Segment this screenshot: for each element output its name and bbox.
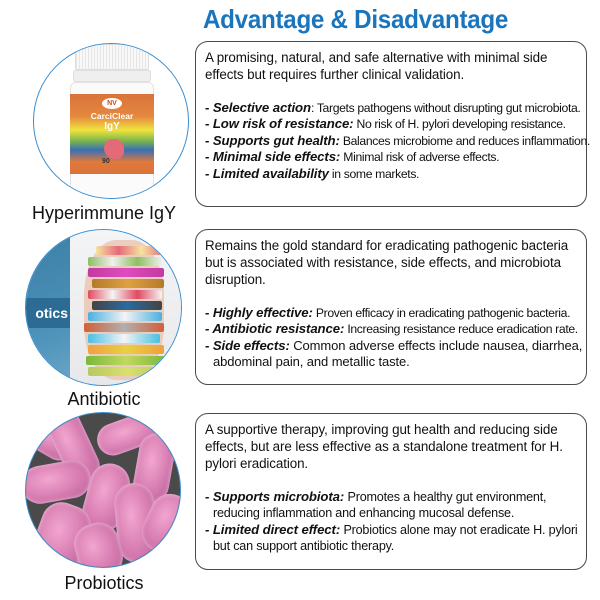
point-text: Probiotics alone may not eradicate H. pylori: [343, 522, 578, 537]
point-text: No risk of H. pylori developing resistance.: [356, 117, 566, 132]
point-item: [205, 522, 578, 555]
point-item: [205, 166, 578, 182]
point-key: - Limited direct effect:: [205, 521, 341, 537]
capsule-count: 90: [102, 158, 110, 165]
stomach-icon: [104, 139, 124, 159]
supplement-bottle-icon: [68, 44, 156, 199]
point-text: Minimal risk of adverse effects.: [343, 150, 500, 165]
point-text: in some markets.: [331, 166, 420, 181]
row-label-probiotics: Probiotics: [64, 573, 144, 593]
point-key: - Highly effective:: [205, 305, 313, 320]
leaflet-text: otics: [26, 298, 70, 328]
summary-text: Remains the gold standard for eradicating pathogenic bacteria but is associated with resistance, side effects, and microbiota disruption.: [205, 238, 569, 287]
point-key: - Selective action: [205, 100, 311, 115]
point-text: Targets pathogens without disrupting gut microbiota.: [316, 101, 581, 115]
row-label-antibiotic: Antibiotic: [67, 389, 141, 409]
point-key: - Limited availability: [205, 165, 329, 181]
point-item: [205, 116, 578, 132]
probiotics-box: [195, 413, 587, 570]
product-name-line1: CarciClear: [90, 111, 134, 121]
point-continuation: reducing inflammation and enhancing mucosal defense.: [213, 506, 515, 521]
point-text: Proven efficacy in eradicating pathogenic bacteria.: [315, 306, 571, 320]
hyperimmune-igy-box: [195, 41, 590, 207]
point-key: - Antibiotic resistance:: [205, 321, 345, 337]
point-key: - Side effects:: [205, 337, 290, 353]
point-continuation: abdominal pain, and metallic taste.: [213, 354, 410, 370]
point-continuation: but can support antibiotic therapy.: [213, 539, 395, 554]
summary-text: A supportive therapy, improving gut health and reducing side effects, but are less effective as a standalone treatment for H. pylori eradication.: [205, 422, 563, 471]
point-key: - Minimal side effects:: [205, 149, 341, 165]
probiotics-image: [25, 412, 181, 568]
leaflet-background: [26, 230, 70, 386]
hyperimmune-igy-image: [33, 43, 189, 199]
point-item: [205, 489, 578, 522]
point-item: [205, 337, 583, 371]
point-text: Promotes a healthy gut environment,: [347, 490, 547, 504]
point-item: [205, 132, 590, 149]
product-name: [82, 112, 142, 132]
point-item: [205, 149, 578, 165]
point-item: - Selective action: Targets pathogens without disrupting gut microbiota.: [205, 100, 581, 115]
point-text: Common adverse effects include nausea, diarrhea,: [293, 337, 583, 353]
point-item: [205, 321, 578, 337]
brand-logo: NV: [102, 98, 122, 109]
antibiotic-image: [25, 229, 182, 386]
point-key: - Low risk of resistance:: [205, 116, 354, 132]
product-name-line2: IgY: [104, 121, 120, 132]
antibiotic-box: [195, 229, 587, 385]
point-key: - Supports gut health:: [205, 132, 340, 148]
summary-text: A promising, natural, and safe alternative with minimal side effects but requires further clinical validation.: [205, 50, 548, 82]
point-item: [205, 305, 578, 321]
point-text: Balances microbiome and reduces inflammation.: [342, 133, 590, 148]
page-title: Advantage & Disadvantage: [203, 4, 509, 34]
point-text: Increasing resistance reduce eradication rate.: [347, 322, 578, 337]
point-key: - Supports microbiota:: [205, 489, 345, 504]
row-label-hyperimmune-igy: Hyperimmune IgY: [31, 203, 177, 223]
